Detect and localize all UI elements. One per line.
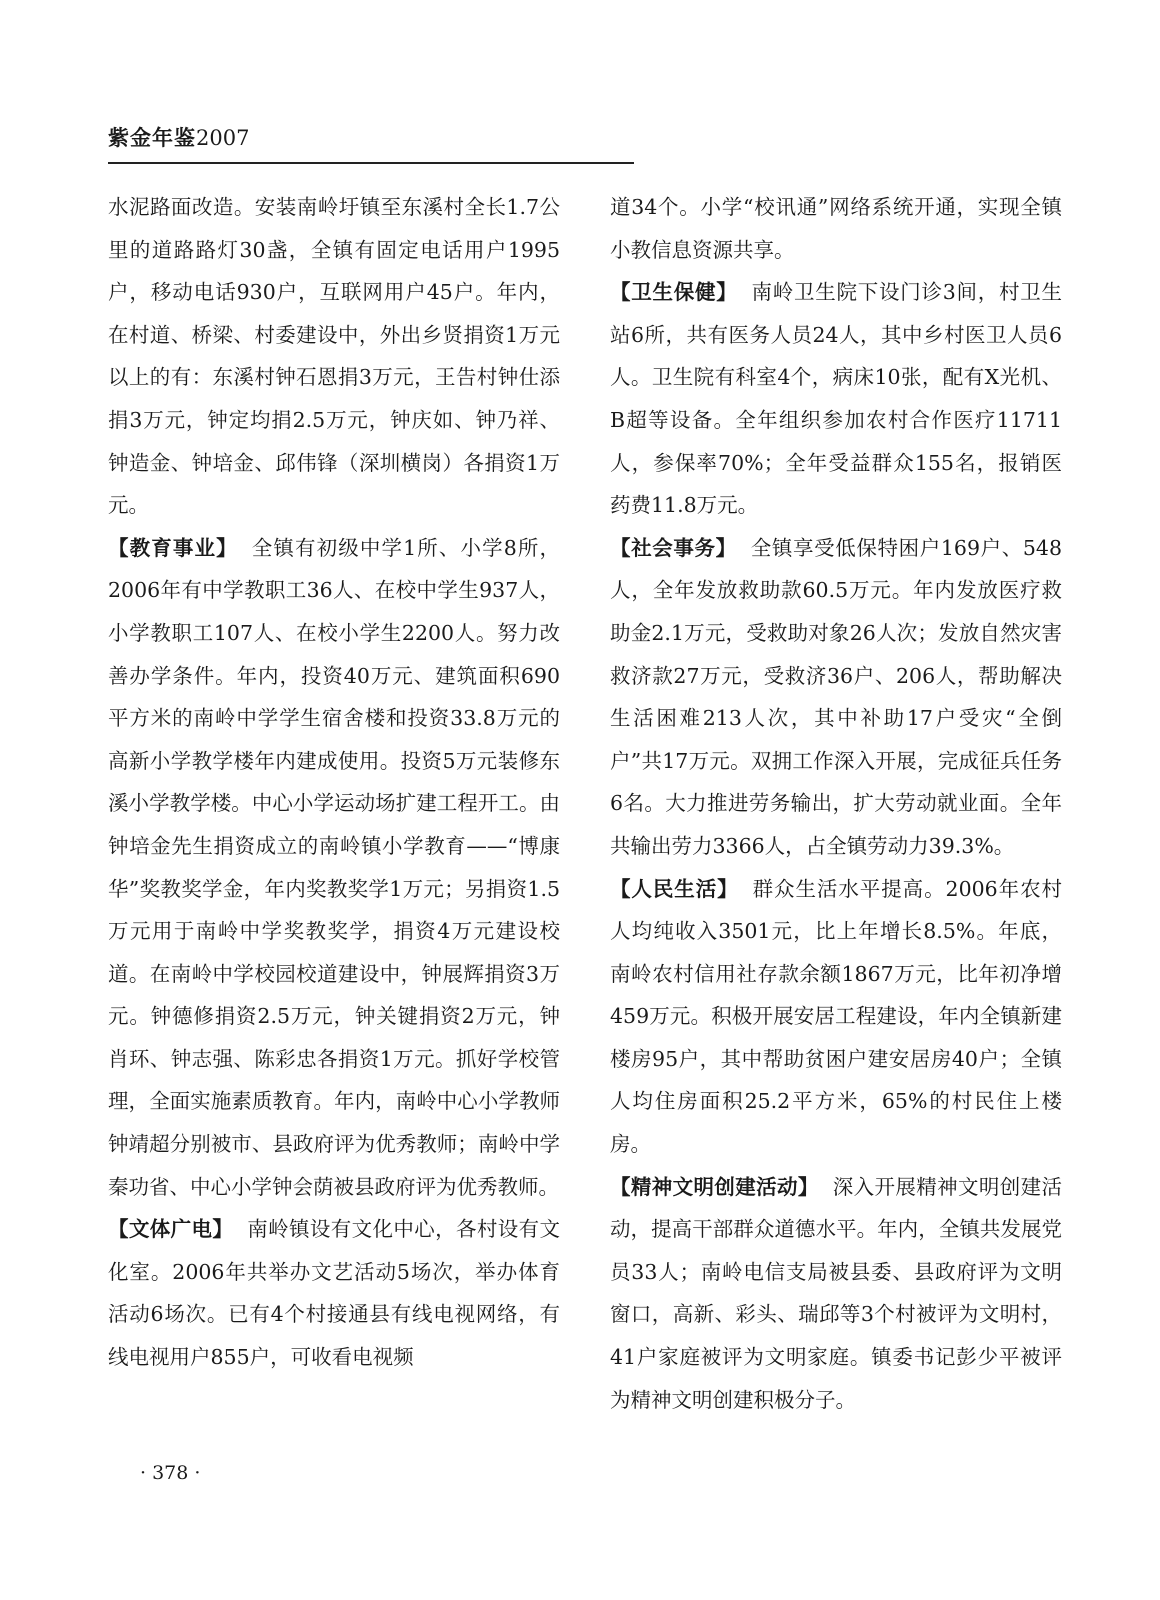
left-continuation-paragraph: 水泥路面改造。安装南岭圩镇至东溪村全长1.7公里的道路路灯30盏，全镇有固定电话用户1995户，移动电话930户，互联网用户45户。年内，在村道、桥梁、村委建设中，外出乡贤捐资1万元以上的有：东溪村钟石恩捐3万元，王告村钟仕添捐3万元，钟定均捐2.5万元，钟庆如、钟乃祥、钟造金、钟培金、邱伟锋（深圳横岗）各捐资1万元。: [108, 195, 560, 518]
page-number: · 378 ·: [140, 1462, 201, 1484]
section-text-civilization: 深入开展精神文明创建活动，提高干部群众道德水平。年内，全镇共发展党员33人；南岭电信支局被县委、县政府评为文明窗口，高新、彩头、瑞邱等3个村被评为文明村，41户家庭被评为文明家庭。镇委书记彭少平被评为精神文明创建积极分子。: [610, 1174, 1062, 1412]
section-text-education: 全镇有初级中学1所、小学8所，2006年有中学教职工36人、在校中学生937人，小学教职工107人、在校小学生2200人。努力改善办学条件。年内，投资40万元、建筑面积690平方米的南岭中学学生宿舍楼和投资33.8万元的高新小学教学楼年内建成使用。投资5万元装修东溪小学教学楼。中心小学运动场扩建工程开工。由钟培金先生捐资成立的南岭镇小学教育——“博康华”奖教奖学金，年内奖教奖学1万元；另捐资1.5万元用于南岭中学奖教奖学，捐资4万元建设校道。在南岭中学校园校道建设中，钟展辉捐资3万元。钟德修捐资2.5万元，钟关键捐资2万元，钟肖环、钟志强、陈彩忠各捐资1万元。抓好学校管理，全面实施素质教育。年内，南岭中心小学教师钟靖超分别被市、县政府评为优秀教师；南岭中学秦功省、中心小学钟会荫被县政府评为优秀教师。: [108, 535, 561, 1199]
section-text-livelihood: 群众生活水平提高。2006年农村人均纯收入3501元，比上年增长8.5%。年底，南岭农村信用社存款余额1867万元，比年初净增459万元。积极开展安居工程建设，年内全镇新建楼房95户，其中帮助贫困户建安居房40户；全镇人均住房面积25.2平方米，65%的村民住上楼房。: [610, 876, 1062, 1157]
right-column: [610, 186, 1062, 1421]
yearbook-title: 紫金年鉴: [108, 126, 196, 150]
section-title-culture-sports: 【文体广电】: [108, 1217, 234, 1242]
section-title-civilization: 【精神文明创建活动】: [610, 1174, 819, 1199]
left-column: [108, 186, 560, 1379]
section-civilization: [610, 1166, 1062, 1422]
section-title-education: 【教育事业】: [108, 535, 238, 560]
running-header: [108, 122, 634, 164]
section-social-affairs: [610, 527, 1062, 868]
section-livelihood: [610, 868, 1062, 1166]
section-text-culture-sports: 南岭镇设有文化中心，各村设有文化室。2006年共举办文艺活动5场次，举办体育活动6场次。已有4个村接通县有线电视网络，有线电视用户855户，可收看电视频: [108, 1217, 560, 1370]
section-education: [108, 527, 560, 1209]
section-title-social-affairs: 【社会事务】: [610, 535, 737, 560]
yearbook-year: 2007: [196, 126, 250, 150]
section-culture-sports: [108, 1208, 560, 1378]
section-title-livelihood: 【人民生活】: [610, 876, 739, 901]
section-text-social-affairs: 全镇享受低保特困户169户、548人，全年发放救助款60.5万元。年内发放医疗救助金2.1万元，受救助对象26人次；发放自然灾害救济款27万元，受救济36户、206人，帮助解决生活困难213人次，其中补助17户受灾“全倒户”共17万元。双拥工作深入开展，完成征兵任务6名。大力推进劳务输出，扩大劳动就业面。全年共输出劳力3366人，占全镇劳动力39.3%。: [610, 535, 1062, 858]
section-text-health: 南岭卫生院下设门诊3间，村卫生站6所，共有医务人员24人，其中乡村医卫人员6人。卫生院有科室4个，病床10张，配有X光机、B超等设备。全年组织参加农村合作医疗11711人，参保率70%；全年受益群众155名，报销医药费11.8万元。: [610, 280, 1063, 518]
right-continuation-paragraph: 道34个。小学“校讯通”网络系统开通，实现全镇小教信息资源共享。: [610, 195, 1062, 262]
section-title-health: 【卫生保健】: [610, 280, 738, 305]
section-health: [610, 271, 1062, 527]
